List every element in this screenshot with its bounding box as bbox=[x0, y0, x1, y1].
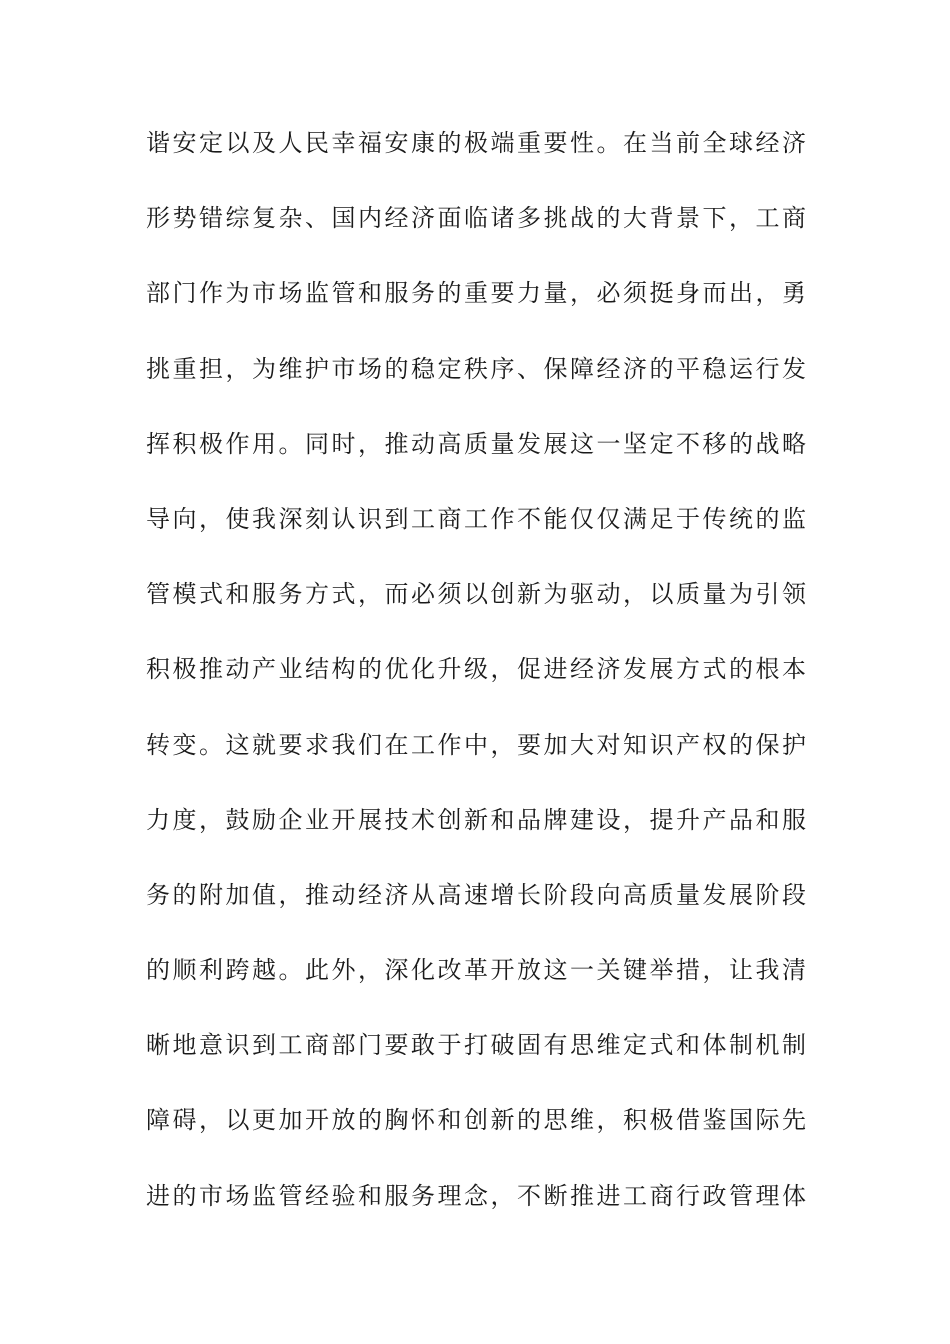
text-line-1: 谐安定以及人民幸福安康的极端重要性。在当前全球经济 bbox=[146, 129, 806, 157]
text-line-4: 挑重担，为维护市场的稳定秩序、保障经济的平稳运行发 bbox=[146, 354, 806, 383]
text-line-13: 晰地意识到工商部门要敢于打破固有思维定式和体制机制 bbox=[146, 1031, 806, 1060]
text-line-8: 积极推动产业结构的优化升级，促进经济发展方式的根本 bbox=[146, 655, 806, 684]
text-line-15: 进的市场监管经验和服务理念，不断推进工商行政管理体 bbox=[146, 1181, 806, 1210]
text-line-6: 导向，使我深刻认识到工商工作不能仅仅满足于传统的监 bbox=[146, 504, 806, 533]
body-text bbox=[146, 131, 806, 1259]
text-line-7: 管模式和服务方式，而必须以创新为驱动，以质量为引领 bbox=[146, 580, 806, 609]
text-line-14: 障碍，以更加开放的胸怀和创新的思维，积极借鉴国际先 bbox=[146, 1106, 806, 1135]
text-line-12: 的顺利跨越。此外，深化改革开放这一关键举措，让我清 bbox=[146, 956, 806, 985]
text-line-5: 挥积极作用。同时，推动高质量发展这一坚定不移的战略 bbox=[146, 429, 806, 458]
text-line-10: 力度，鼓励企业开展技术创新和品牌建设，提升产品和服 bbox=[146, 805, 806, 834]
text-line-11: 务的附加值，推动经济从高速增长阶段向高质量发展阶段 bbox=[146, 880, 806, 909]
text-line-2: 形势错综复杂、国内经济面临诸多挑战的大背景下，工商 bbox=[146, 204, 806, 233]
text-line-9: 转变。这就要求我们在工作中，要加大对知识产权的保护 bbox=[146, 730, 806, 759]
text-line-3: 部门作为市场监管和服务的重要力量，必须挺身而出，勇 bbox=[146, 279, 806, 308]
